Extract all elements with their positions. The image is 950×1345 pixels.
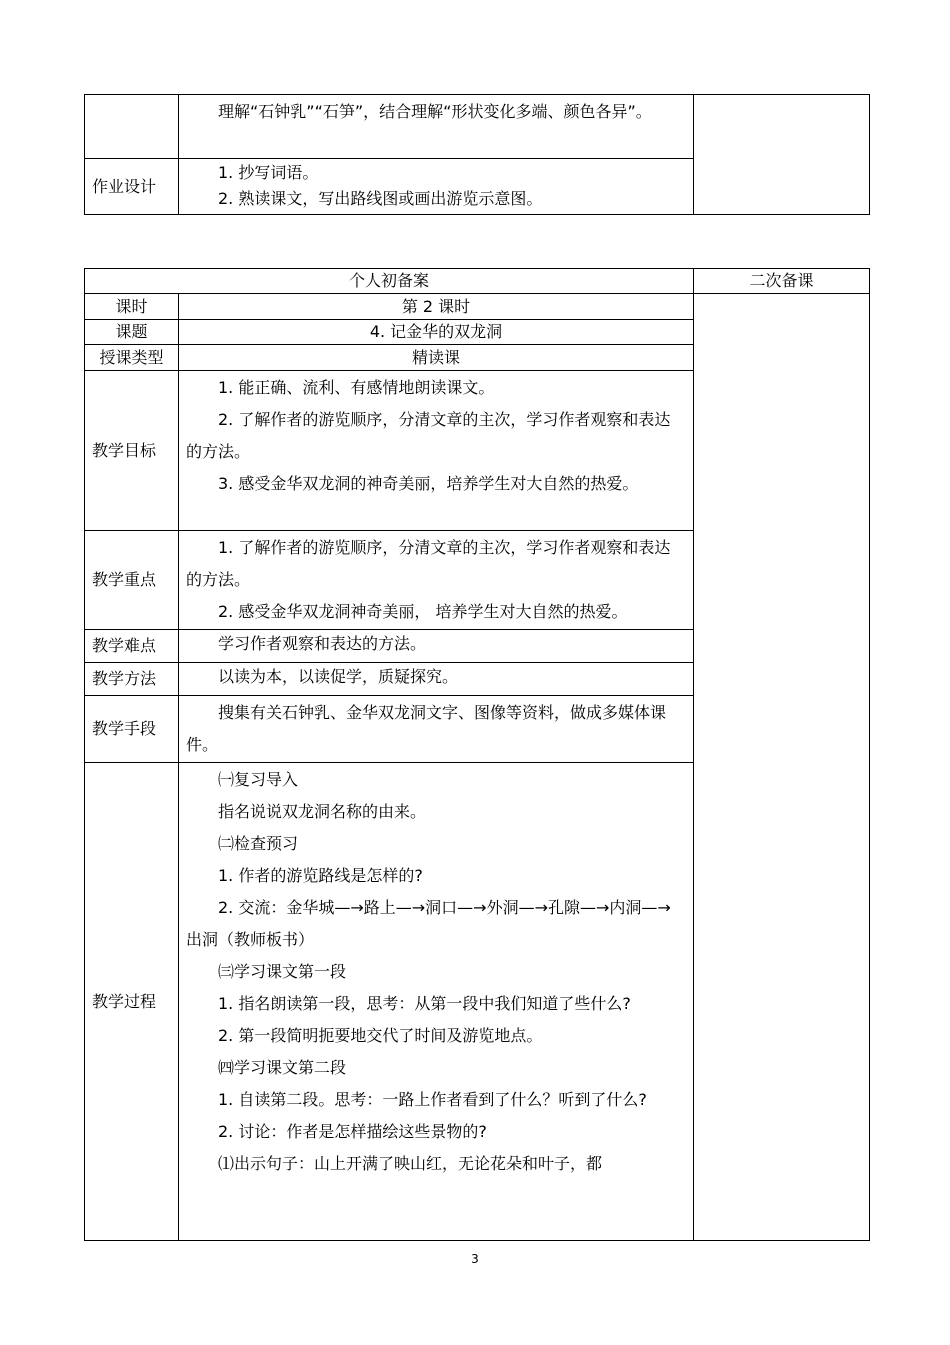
period-label: 课时 [85, 294, 179, 320]
key-points-label: 教学重点 [85, 531, 179, 630]
difficulty-cell [179, 630, 694, 663]
topic-value: 4. 记金华的双龙洞 [179, 320, 694, 345]
paragraph: ㈡检查预习 [218, 834, 299, 853]
comprehension-cell [179, 95, 694, 159]
paragraph: 理解“石钟乳”“石笋”，结合理解“形状变化多端、颜色各异”。 [218, 102, 652, 121]
lesson-plan-table [84, 268, 870, 1241]
difficulty-label: 教学难点 [85, 630, 179, 663]
homework-cell [179, 159, 694, 215]
paragraph: 指名说说双龙洞名称的由来。 [218, 802, 427, 821]
paragraph: ⑴出示句子：山上开满了映山红，无论花朵和叶子，都 [218, 1154, 603, 1173]
paragraph: 1. 了解作者的游览顺序，分清文章的主次，学习作者观察和表达的方法。 [186, 538, 671, 589]
paragraph: 搜集有关石钟乳、金华双龙洞文字、图像等资料，做成多媒体课件。 [186, 703, 667, 754]
paragraph: 1. 作者的游览路线是怎样的? [218, 866, 423, 885]
personal-prep-header: 个人初备案 [85, 269, 694, 294]
process-cell [179, 763, 694, 1241]
means-label: 教学手段 [85, 696, 179, 763]
paragraph: 2. 熟读课文，写出路线图或画出游览示意图。 [218, 189, 543, 208]
page-number: 3 [471, 1252, 479, 1266]
period-value: 第 2 课时 [179, 294, 694, 320]
paragraph: 2. 交流：金华城—→路上—→洞口—→外洞—→孔隙—→内洞—→出洞（教师板书） [186, 898, 671, 949]
class-type-label: 授课类型 [85, 345, 179, 371]
paragraph: 2. 讨论：作者是怎样描绘这些景物的? [218, 1122, 487, 1141]
topic-label: 课题 [85, 320, 179, 345]
goals-cell [179, 371, 694, 531]
key-points-cell [179, 531, 694, 630]
paragraph: 3. 感受金华双龙洞的神奇美丽，培养学生对大自然的热爱。 [218, 474, 639, 493]
paragraph: 2. 第一段简明扼要地交代了时间及游览地点。 [218, 1026, 543, 1045]
class-type-value: 精读课 [179, 345, 694, 371]
second-prep-header: 二次备课 [694, 269, 870, 294]
second-prep-cell [694, 95, 870, 215]
paragraph: 1. 指名朗读第一段，思考：从第一段中我们知道了些什么? [218, 994, 631, 1013]
paragraph: ㈠复习导入 [218, 770, 299, 789]
paragraph: 学习作者观察和表达的方法。 [218, 634, 427, 653]
method-label: 教学方法 [85, 663, 179, 696]
second-prep-column [694, 294, 870, 1241]
goals-label: 教学目标 [85, 371, 179, 531]
means-cell [179, 696, 694, 763]
paragraph: ㈣学习课文第二段 [218, 1058, 347, 1077]
paragraph: 1. 能正确、流利、有感情地朗读课文。 [218, 378, 495, 397]
homework-table [84, 94, 870, 215]
method-cell [179, 663, 694, 696]
row-label [85, 95, 179, 159]
paragraph: 2. 了解作者的游览顺序，分清文章的主次，学习作者观察和表达的方法。 [186, 410, 671, 461]
paragraph: 以读为本，以读促学，质疑探究。 [218, 667, 459, 686]
process-label: 教学过程 [85, 763, 179, 1241]
homework-label: 作业设计 [85, 159, 179, 215]
paragraph: 1. 抄写词语。 [218, 163, 319, 182]
paragraph: 1. 自读第二段。思考：一路上作者看到了什么？听到了什么? [218, 1090, 647, 1109]
paragraph: ㈢学习课文第一段 [218, 962, 347, 981]
paragraph: 2. 感受金华双龙洞神奇美丽， 培养学生对大自然的热爱。 [218, 602, 628, 621]
